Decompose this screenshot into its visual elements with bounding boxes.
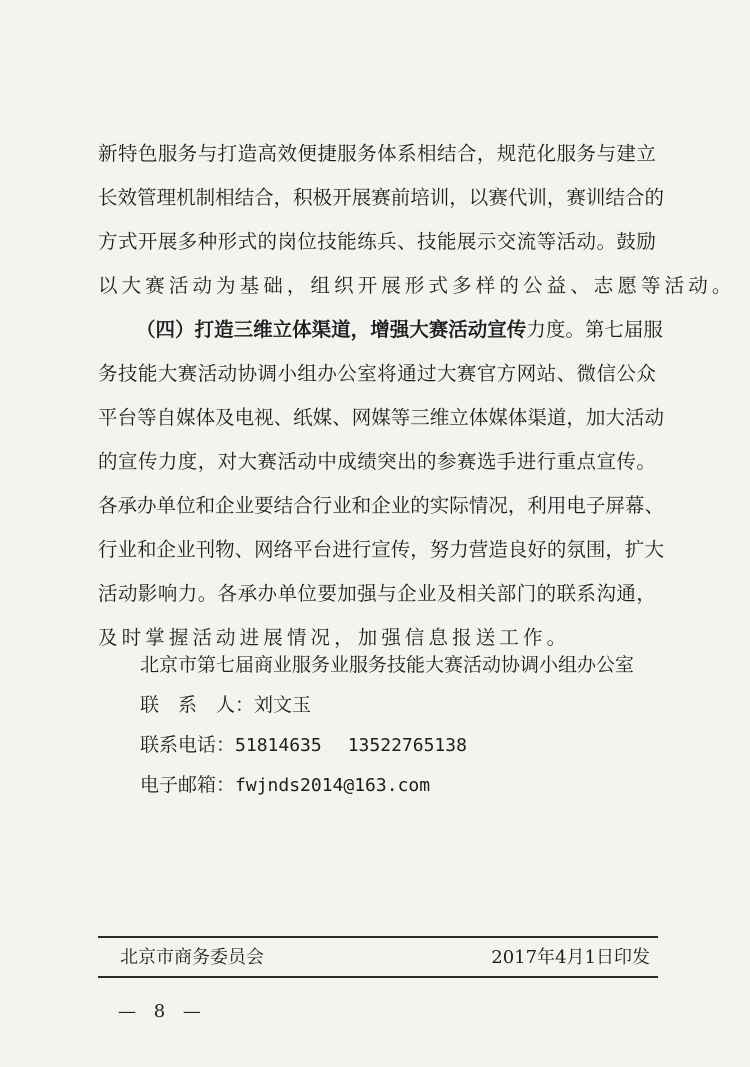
body-text <box>98 132 732 660</box>
body-line: 新 特 色 服 务 与 打 造 高 效 便 捷 服 务 体 系 相 结 合 ， 规 范 化 服 务 与 建 立 <box>98 142 656 165</box>
body-line: 方 式 开 展 多 种 形 式 的 岗 位 技 能 练 兵 、 技 能 展 示 交 流 等 活 动 。 鼓 励 <box>98 230 656 253</box>
contact-person-row <box>140 685 660 725</box>
contact-person: 刘文玉 <box>254 694 312 716</box>
body-line: 平 台 等 自 媒 体 及 电 视 、 纸 媒 、 网 媒 等 三 维 立 体 媒 体 渠 道 ， 加 大 活 动 <box>98 406 664 429</box>
body-line: 长 效 管 理 机 制 相 结 合 ， 积 极 开 展 赛 前 培 训 ， 以 赛 代 训 ， 赛 训 结 合 的 <box>98 186 664 209</box>
contact-phone-label: 联系电话： <box>140 734 236 756</box>
body-line: 以 大 赛 活 动 为 基 础 ， 组 织 开 展 形 式 多 样 的 公 益 、 志 愿 等 活 动 。 <box>98 274 732 297</box>
body-line: 的 宣 传 力 度 ， 对 大 赛 活 动 中 成 绩 突 出 的 参 赛 选 手 进 行 重 点 宣 传 。 <box>98 450 656 473</box>
contact-person-label: 联 系 人： <box>140 694 255 716</box>
footer-date: 2017年4月1日印发 <box>491 947 650 968</box>
body-line: 务 技 能 大 赛 活 动 协 调 小 组 办 公 室 将 通 过 大 赛 官 方 网 站 、 微 信 公 众 <box>98 362 656 385</box>
footer-issuer: 北京市商务委员会 <box>120 947 264 968</box>
footer-top-rule <box>98 936 658 938</box>
body-line: 及 时 掌 握 活 动 进 展 情 况 ， 加 强 信 息 报 送 工 作 。 <box>98 626 567 649</box>
footer-bottom-rule <box>98 976 658 978</box>
contact-block <box>140 645 660 805</box>
body-line: （ 四 ） 打 造 三 维 立 体 渠 道 ， 增 强 大 赛 活 动 宣 传 力 度 。 第 七 届 服 <box>136 318 663 341</box>
contact-phone-2: 13522765138 <box>347 735 467 756</box>
body-line: 各 承 办 单 位 和 企 业 要 结 合 行 业 和 企 业 的 实 际 情 况 ， 利 用 电 子 屏 幕 、 <box>98 494 664 517</box>
body-line: 活 动 影 响 力 。 各 承 办 单 位 要 加 强 与 企 业 及 相 关 部 门 的 联 系 沟 通 ， <box>98 582 656 605</box>
body-line: 行 业 和 企 业 刊 物 、 网 络 平 台 进 行 宣 传 ， 努 力 营 造 良 好 的 氛 围 ， 扩 大 <box>98 538 664 561</box>
contact-email-label: 电子邮箱： <box>140 774 236 796</box>
page-number: — 8 — <box>118 1001 207 1022</box>
contact-email: fwjnds2014@163.com <box>235 775 431 796</box>
contact-phone-1: 51814635 <box>235 735 322 756</box>
contact-phone-row <box>140 725 660 765</box>
office-name: 北京市第七届商业服务业服务技能大赛活动协调小组办公室 <box>140 654 635 676</box>
contact-email-row <box>140 765 660 805</box>
